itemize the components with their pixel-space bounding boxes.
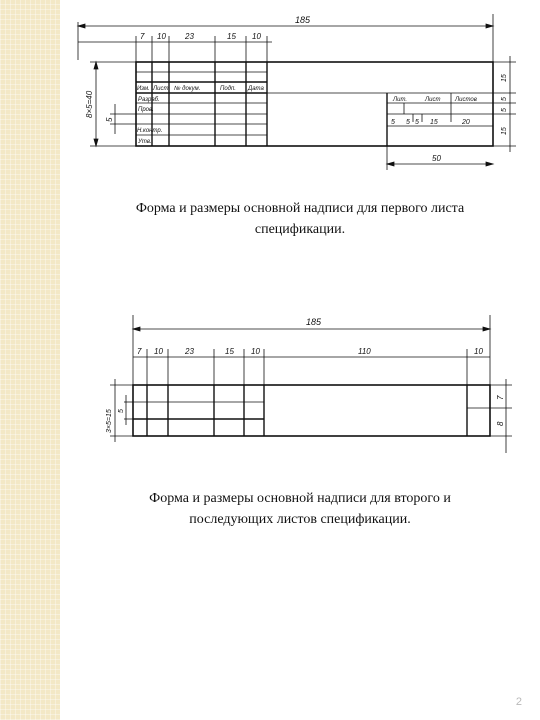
caption-first-line2: спецификации. [254, 222, 346, 237]
block-header-listov: Листов [455, 97, 477, 103]
row-label-nkontr: Н.контр. [137, 128, 163, 134]
header-cell-list: Лист [153, 86, 169, 92]
dim2-right-2: 8 [496, 421, 505, 426]
block-dim-4: 15 [430, 119, 438, 126]
block-dim-total: 50 [432, 154, 441, 163]
dim2-top-5: 10 [251, 347, 260, 356]
dim-right-2: 5 [501, 97, 508, 101]
dim2-top-6: 110 [358, 347, 371, 356]
dim-left-5: 5 [105, 117, 114, 122]
block-dim-1: 5 [391, 119, 395, 126]
row-label-razrab: Разраб. [138, 97, 160, 103]
dim2-top-7: 10 [474, 347, 483, 356]
header-cell-sign: Подп. [220, 86, 236, 92]
dim-right-3: 5 [501, 108, 508, 112]
dim-top-4: 15 [227, 32, 236, 41]
dim-total: 185 [295, 15, 311, 25]
dim-top-2: 10 [157, 32, 166, 41]
caption-second-line1: Форма и размеры основной надписи для второго и [149, 491, 451, 506]
dim-total-2: 185 [306, 317, 322, 327]
dim-top-5: 10 [252, 32, 261, 41]
block-dim-2: 5 [406, 119, 410, 126]
header-cell-doc: № докум. [174, 86, 201, 92]
title-block-drawing-first-sheet [60, 0, 540, 185]
dim2-top-2: 10 [154, 347, 163, 356]
dim2-left-total: 3×5=15 [106, 409, 113, 433]
dim-right-1: 15 [501, 74, 508, 82]
dim2-top-1: 7 [137, 347, 142, 356]
dim-top-3: 23 [185, 32, 194, 41]
header-cell-izm: Изм. [137, 86, 150, 92]
caption-first-line1: Форма и размеры основной надписи для первого листа [135, 201, 465, 216]
caption-first-sheet [60, 198, 540, 240]
row-label-utv: Утв. [138, 139, 152, 145]
block-dim-3: 5 [415, 119, 419, 126]
block-header-lit: Лит. [393, 97, 408, 103]
dim-left-total: 8×5=40 [85, 90, 94, 118]
dim2-right-1: 7 [496, 395, 505, 400]
dim2-top-4: 15 [225, 347, 234, 356]
dim2-top-3: 23 [185, 347, 194, 356]
caption-subsequent-sheets [60, 488, 540, 530]
decorative-sidebar [0, 0, 60, 720]
dim-right-4: 15 [501, 127, 508, 135]
block-header-list: Лист [425, 97, 441, 103]
block-dim-5: 20 [462, 119, 470, 126]
caption-second-line2: последующих листов спецификации. [189, 512, 411, 527]
dim2-left-5: 5 [118, 409, 125, 413]
dim-top-1: 7 [140, 32, 145, 41]
row-label-prov: Пров. [138, 107, 154, 113]
page-number: 2 [515, 696, 522, 708]
title-block-drawing-subsequent-sheets [60, 305, 540, 465]
header-cell-date: Дата [248, 86, 264, 92]
